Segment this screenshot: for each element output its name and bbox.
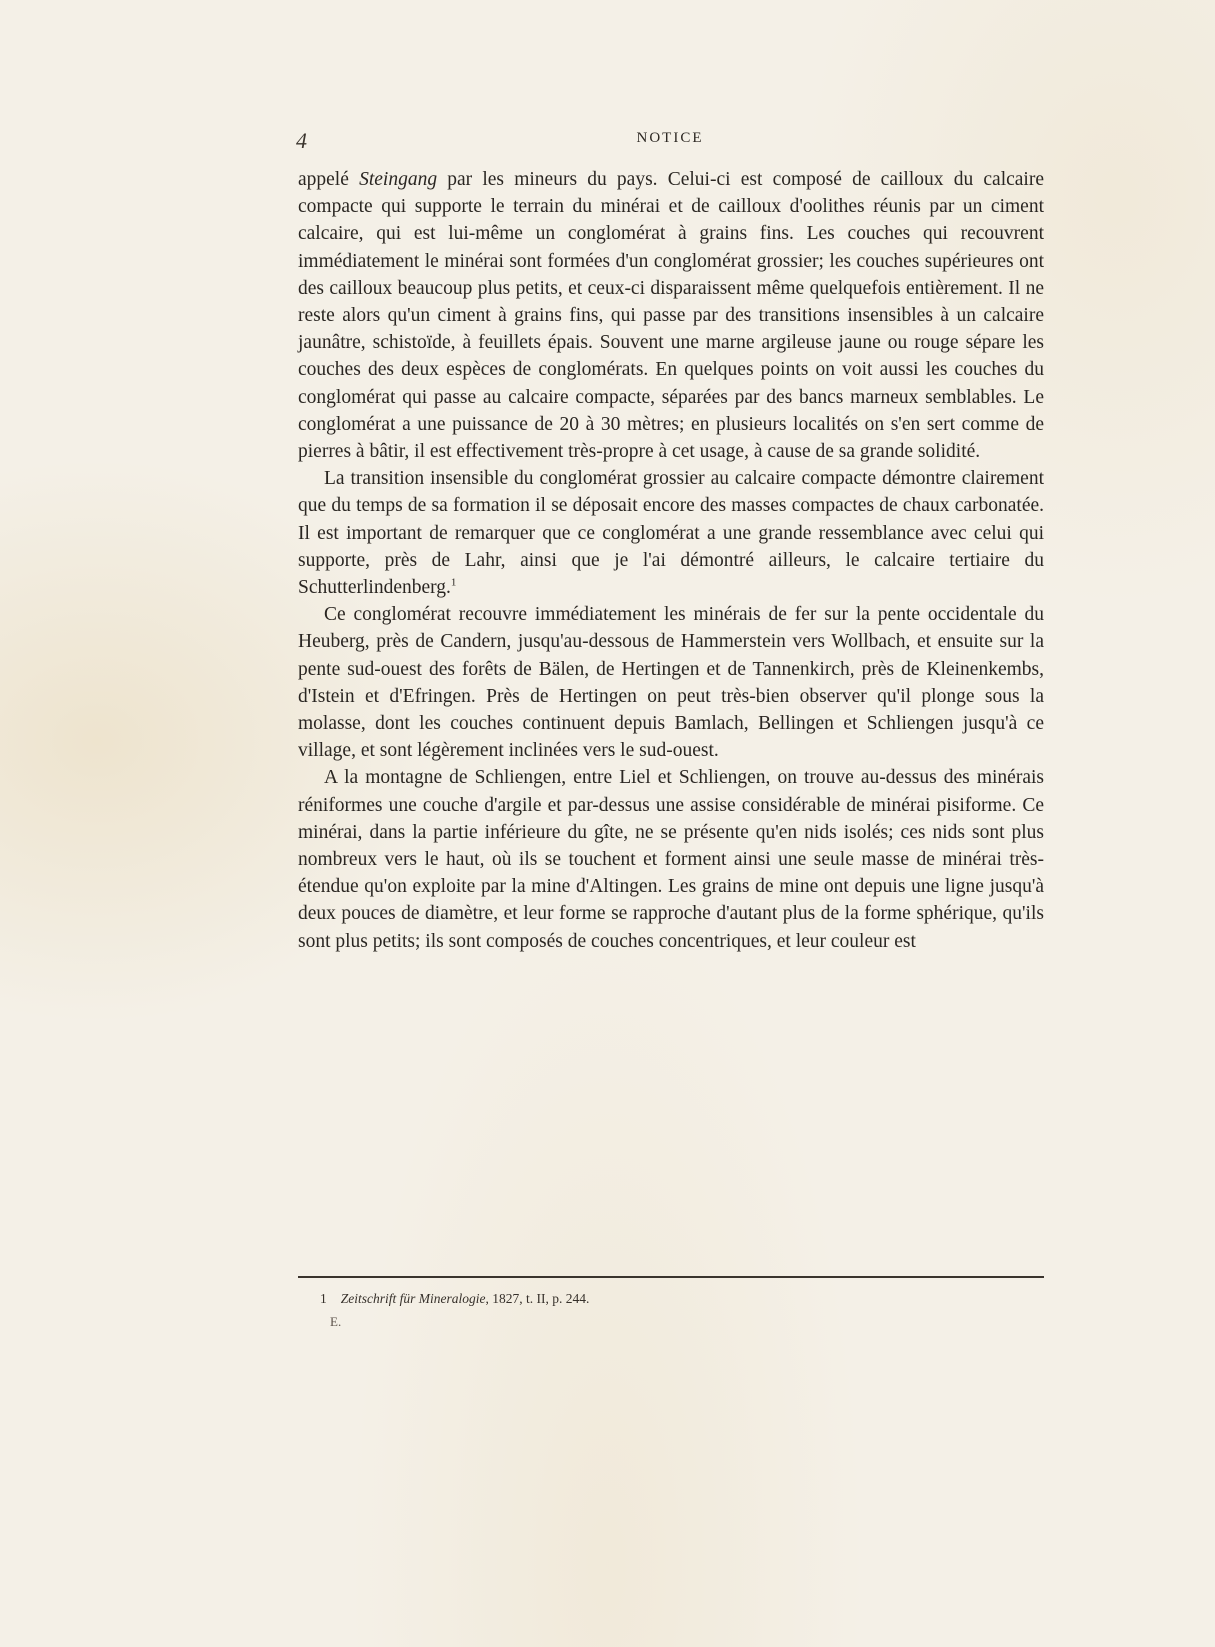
paragraph-3-text: Ce conglomérat recouvre immédiatement les minérais de fer sur la pente occidentale du Heuberg, près de Candern, jusqu'au-dessous de Hammerstein vers Wollbach, et ensuite sur la pente sud-ouest des forêts de Bälen, de Hertingen et de Tannenkirch, près de Kleinenkembs, d'Istein et d'Efringen. Près de Hertingen on peut très-bien observer qu'il plonge sous la molasse, dont les couches continuent depuis Bamlach, Bellingen et Schliengen jusqu'à ce village, et sont légèrement inclinées vers le sud-ouest. — [298, 604, 1044, 762]
italic-term: Steingang — [359, 169, 438, 190]
footnote-signature: E. — [330, 1314, 342, 1329]
page-header — [296, 128, 1044, 152]
footnote-reference: 1 — [450, 576, 457, 589]
paragraph-4 — [298, 764, 1044, 954]
paragraph-1 — [298, 166, 1044, 465]
paragraph-1-start: appelé — [298, 169, 360, 190]
footnote-rule — [298, 1276, 1044, 1278]
paragraph-3 — [298, 601, 1044, 764]
paragraph-2 — [298, 465, 1044, 601]
footnote-citation: , 1827, t. II, p. 244. — [485, 1291, 590, 1306]
paragraph-4-text: A la montagne de Schliengen, entre Liel et Schliengen, on trouve au-dessus des minérais réniformes une couche d'argile et par-dessus une assise considérable de minérai pisiforme. Ce minérai, dans la partie inférieure du gîte, ne se présente qu'en nids isolés; ces nids sont plus nombreux vers le haut, où ils se touchent et forment ainsi une seule masse de minérai très-étendue qu'on exploite par la mine d'Altingen. Les grains de mine ont depuis une ligne jusqu'à deux pouces de diamètre, et leur forme se rapproche d'autant plus de la forme sphérique, qu'ils sont plus petits; ils sont composés de couches concentriques, et leur couleur est — [298, 767, 1044, 952]
page-number: 4 — [296, 128, 307, 153]
footnote-number: 1 — [320, 1291, 327, 1306]
paragraph-1-rest: par les mineurs du pays. Celui-ci est composé de cailloux du calcaire compacte qui supporte le terrain du minérai et de cailloux d'oolithes réunis par un ciment calcaire, qui est lui-même un conglomérat à grains fins. Les couches qui recouvrent immédiatement le minérai sont formées d'un conglomérat grossier; les couches supérieures ont des cailloux beaucoup plus petits, et ceux-ci disparaissent même quelquefois entièrement. Il ne reste alors qu'un ciment à grains fins, qui passe par des transitions insensibles à un calcaire jaunâtre, schistoïde, à feuillets épais. Souvent une marne argileuse jaune ou rouge sépare les couches des deux espèces de conglomérats. En quelques points on voit aussi les couches du conglomérat qui passe au calcaire compacte, séparées par des bancs marneux semblables. Le conglomérat a une puissance de 20 à 30 mètres; en plusieurs localités on s'en sert comme de pierres à bâtir, il est effectivement très-propre à cet usage, à cause de sa grande solidité. — [298, 169, 1044, 463]
footnote-source-title: Zeitschrift für Mineralogie — [340, 1291, 486, 1306]
running-head: NOTICE — [636, 130, 704, 146]
body-text — [298, 166, 1044, 955]
paragraph-2-text: La transition insensible du conglomérat grossier au calcaire compacte démontre clairement que du temps de sa formation il se déposait encore des masses compactes de chaux carbonatée. Il est important de remarquer que ce conglomérat a une grande ressemblance avec celui qui supporte, près de Lahr, ainsi que je l'ai démontré ailleurs, le calcaire tertiaire du Schutterlindenberg. — [298, 468, 1044, 599]
footnote — [320, 1291, 589, 1307]
